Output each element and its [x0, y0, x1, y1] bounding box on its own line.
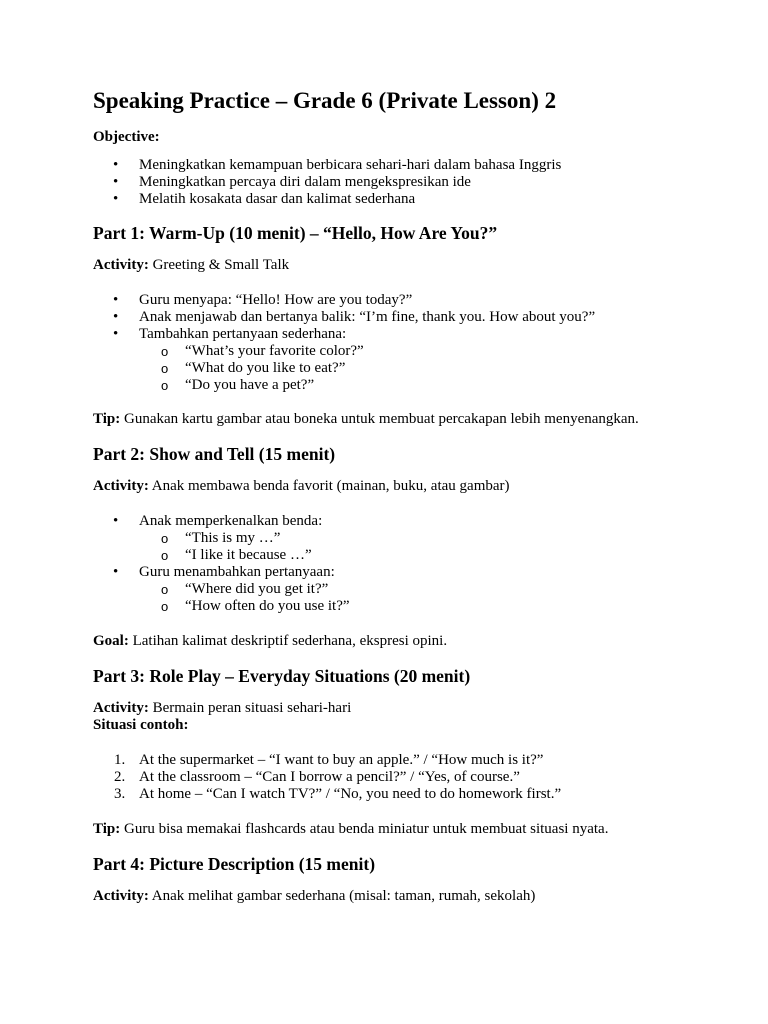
part3-heading: Part 3: Role Play – Everyday Situations (20 menit) [93, 666, 471, 686]
part3-situasi-label: Situasi contoh: [93, 717, 189, 733]
sub-list-item: o “What do you like to eat?” [161, 360, 346, 376]
part4-heading: Part 4: Picture Description (15 menit) [93, 854, 376, 874]
part3-list [93, 752, 733, 803]
list-item: • Anak memperkenalkan benda: o “This is my …” o “I like it because …” [93, 513, 733, 564]
list-item: • Meningkatkan kemampuan berbicara sehari-hari dalam bahasa Inggris [113, 157, 562, 173]
list-item: 1. At the supermarket – “I want to buy an apple.” / “How much is it?” [114, 752, 544, 768]
sub-list-item: o “Do you have a pet?” [161, 377, 315, 393]
part2-activity: Activity: Anak membawa benda favorit (mainan, buku, atau gambar) [93, 478, 510, 494]
part2-list [93, 513, 733, 615]
part1-heading: Part 1: Warm-Up (10 menit) – “Hello, How Are You?” [93, 223, 498, 243]
part2-goal: Goal: Latihan kalimat deskriptif sederhana, ekspresi opini. [93, 633, 448, 649]
sub-list-item: o “I like it because …” [161, 547, 312, 563]
sub-list-item: o “This is my …” [161, 530, 281, 546]
part1-list [93, 292, 733, 394]
list-item: • Meningkatkan percaya diri dalam mengekspresikan ide [113, 174, 471, 190]
part4-activity: Activity: Anak melihat gambar sederhana (misal: taman, rumah, sekolah) [93, 888, 536, 904]
list-item: • Guru menambahkan pertanyaan: o “Where did you get it?” o “How often do you use it?” [93, 564, 733, 615]
page-title: Speaking Practice – Grade 6 (Private Lesson) 2 [93, 88, 557, 113]
list-item: 3. At home – “Can I watch TV?” / “No, you need to do homework first.” [114, 786, 562, 802]
part1-activity: Activity: Greeting & Small Talk [93, 257, 290, 273]
objective-list [93, 157, 733, 208]
part2-sublist-1 [139, 530, 733, 564]
part3-activity: Activity: Bermain peran situasi sehari-hari [93, 700, 352, 716]
list-item: • Melatih kosakata dasar dan kalimat sederhana [113, 191, 416, 207]
list-item: • Anak menjawab dan bertanya balik: “I’m fine, thank you. How about you?” [113, 309, 596, 325]
part1-tip: Tip: Gunakan kartu gambar atau boneka untuk membuat percakapan lebih menyenangkan. [93, 411, 639, 427]
sub-list-item: o “How often do you use it?” [161, 598, 350, 614]
part2-sublist-2 [139, 581, 733, 615]
objective-label: Objective: [93, 129, 160, 145]
sub-list-item: o “Where did you get it?” [161, 581, 329, 597]
part2-heading: Part 2: Show and Tell (15 menit) [93, 444, 336, 464]
sub-list-item: o “What’s your favorite color?” [161, 343, 364, 359]
list-item: 2. At the classroom – “Can I borrow a pencil?” / “Yes, of course.” [114, 769, 520, 785]
part3-tip: Tip: Guru bisa memakai flashcards atau benda miniatur untuk membuat situasi nyata. [93, 821, 609, 837]
document-page [93, 86, 733, 905]
list-item: • Guru menyapa: “Hello! How are you today?” [113, 292, 413, 308]
list-item: • Tambahkan pertanyaan sederhana: o “What’s your favorite color?” o “What do you like to eat?” o “Do you have a pet?” [93, 326, 733, 394]
part1-sublist [139, 343, 733, 394]
